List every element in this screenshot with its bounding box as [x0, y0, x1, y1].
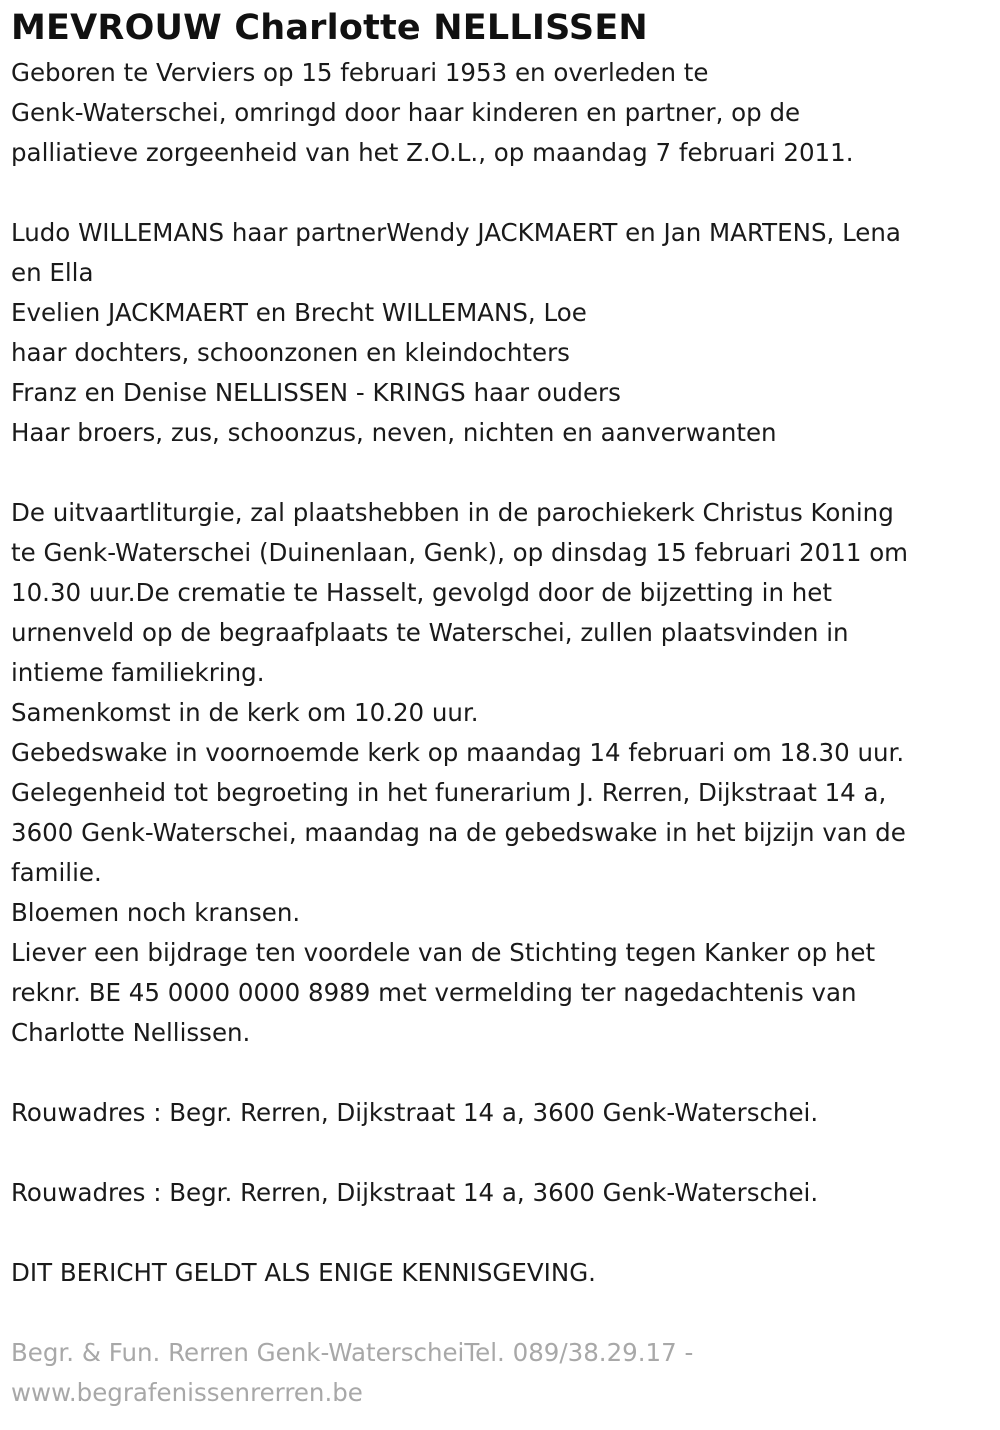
notice-body [11, 53, 988, 1293]
text-line: Evelien JACKMAERT en Brecht WILLEMANS, Loe [11, 298, 587, 327]
text-line: 10.30 uur.De crematie te Hasselt, gevolgd door de bijzetting in het [11, 578, 832, 607]
text-line: Charlotte Nellissen. [11, 1018, 251, 1047]
mourning-address: Rouwadres : Begr. Rerren, Dijkstraat 14 a, 3600 Genk-Waterschei. [11, 1178, 819, 1207]
text-line: Ludo WILLEMANS haar partnerWendy JACKMAERT en Jan MARTENS, Lena [11, 218, 901, 247]
text-line: 3600 Genk-Waterschei, maandag na de gebedswake in het bijzijn van de [11, 818, 906, 847]
text-line: urnenveld op de begraafplaats te Waterschei, zullen plaatsvinden in [11, 618, 849, 647]
text-line: palliatieve zorgeenheid van het Z.O.L., op maandag 7 februari 2011. [11, 138, 854, 167]
mourning-address: Rouwadres : Begr. Rerren, Dijkstraat 14 a, 3600 Genk-Waterschei. [11, 1098, 819, 1127]
text-line: familie. [11, 858, 102, 887]
family-paragraph [11, 213, 988, 453]
text-line: Haar broers, zus, schoonzus, neven, nichten en aanverwanten [11, 418, 777, 447]
funeral-home-contact: Begr. & Fun. Rerren Genk-WaterscheiTel. 089/38.29.17 - [11, 1338, 694, 1367]
text-line: Liever een bijdrage ten voordele van de Stichting tegen Kanker op het [11, 938, 876, 967]
spacer [11, 453, 988, 493]
funeral-home-website[interactable]: www.begrafenissenrerren.be [11, 1378, 363, 1407]
closing-statement: DIT BERICHT GELDT ALS ENIGE KENNISGEVING. [11, 1258, 596, 1287]
text-line: Samenkomst in de kerk om 10.20 uur. [11, 698, 479, 727]
text-line: te Genk-Waterschei (Duinenlaan, Genk), op dinsdag 15 februari 2011 om [11, 538, 909, 567]
text-line: De uitvaartliturgie, zal plaatshebben in de parochiekerk Christus Koning [11, 498, 894, 527]
notice-title: MEVROUW Charlotte NELLISSEN [11, 8, 648, 48]
spacer [11, 1213, 988, 1253]
text-line: Bloemen noch kransen. [11, 898, 301, 927]
text-line: Geboren te Verviers op 15 februari 1953 en overleden te [11, 58, 709, 87]
ceremony-paragraph [11, 493, 988, 1053]
text-line: reknr. BE 45 0000 0000 8989 met vermelding ter nagedachtenis van [11, 978, 857, 1007]
funeral-home-footer [11, 1333, 988, 1413]
text-line: en Ella [11, 258, 94, 287]
text-line: Gelegenheid tot begroeting in het funerarium J. Rerren, Dijkstraat 14 a, [11, 778, 887, 807]
text-line: Gebedswake in voornoemde kerk op maandag 14 februari om 18.30 uur. [11, 738, 905, 767]
birth-death-paragraph [11, 53, 988, 173]
spacer [11, 173, 988, 213]
text-line: intieme familiekring. [11, 658, 265, 687]
text-line: haar dochters, schoonzonen en kleindochters [11, 338, 570, 367]
spacer [11, 1053, 988, 1093]
spacer [11, 1133, 988, 1173]
text-line: Franz en Denise NELLISSEN - KRINGS haar ouders [11, 378, 621, 407]
text-line: Genk-Waterschei, omringd door haar kinderen en partner, op de [11, 98, 801, 127]
